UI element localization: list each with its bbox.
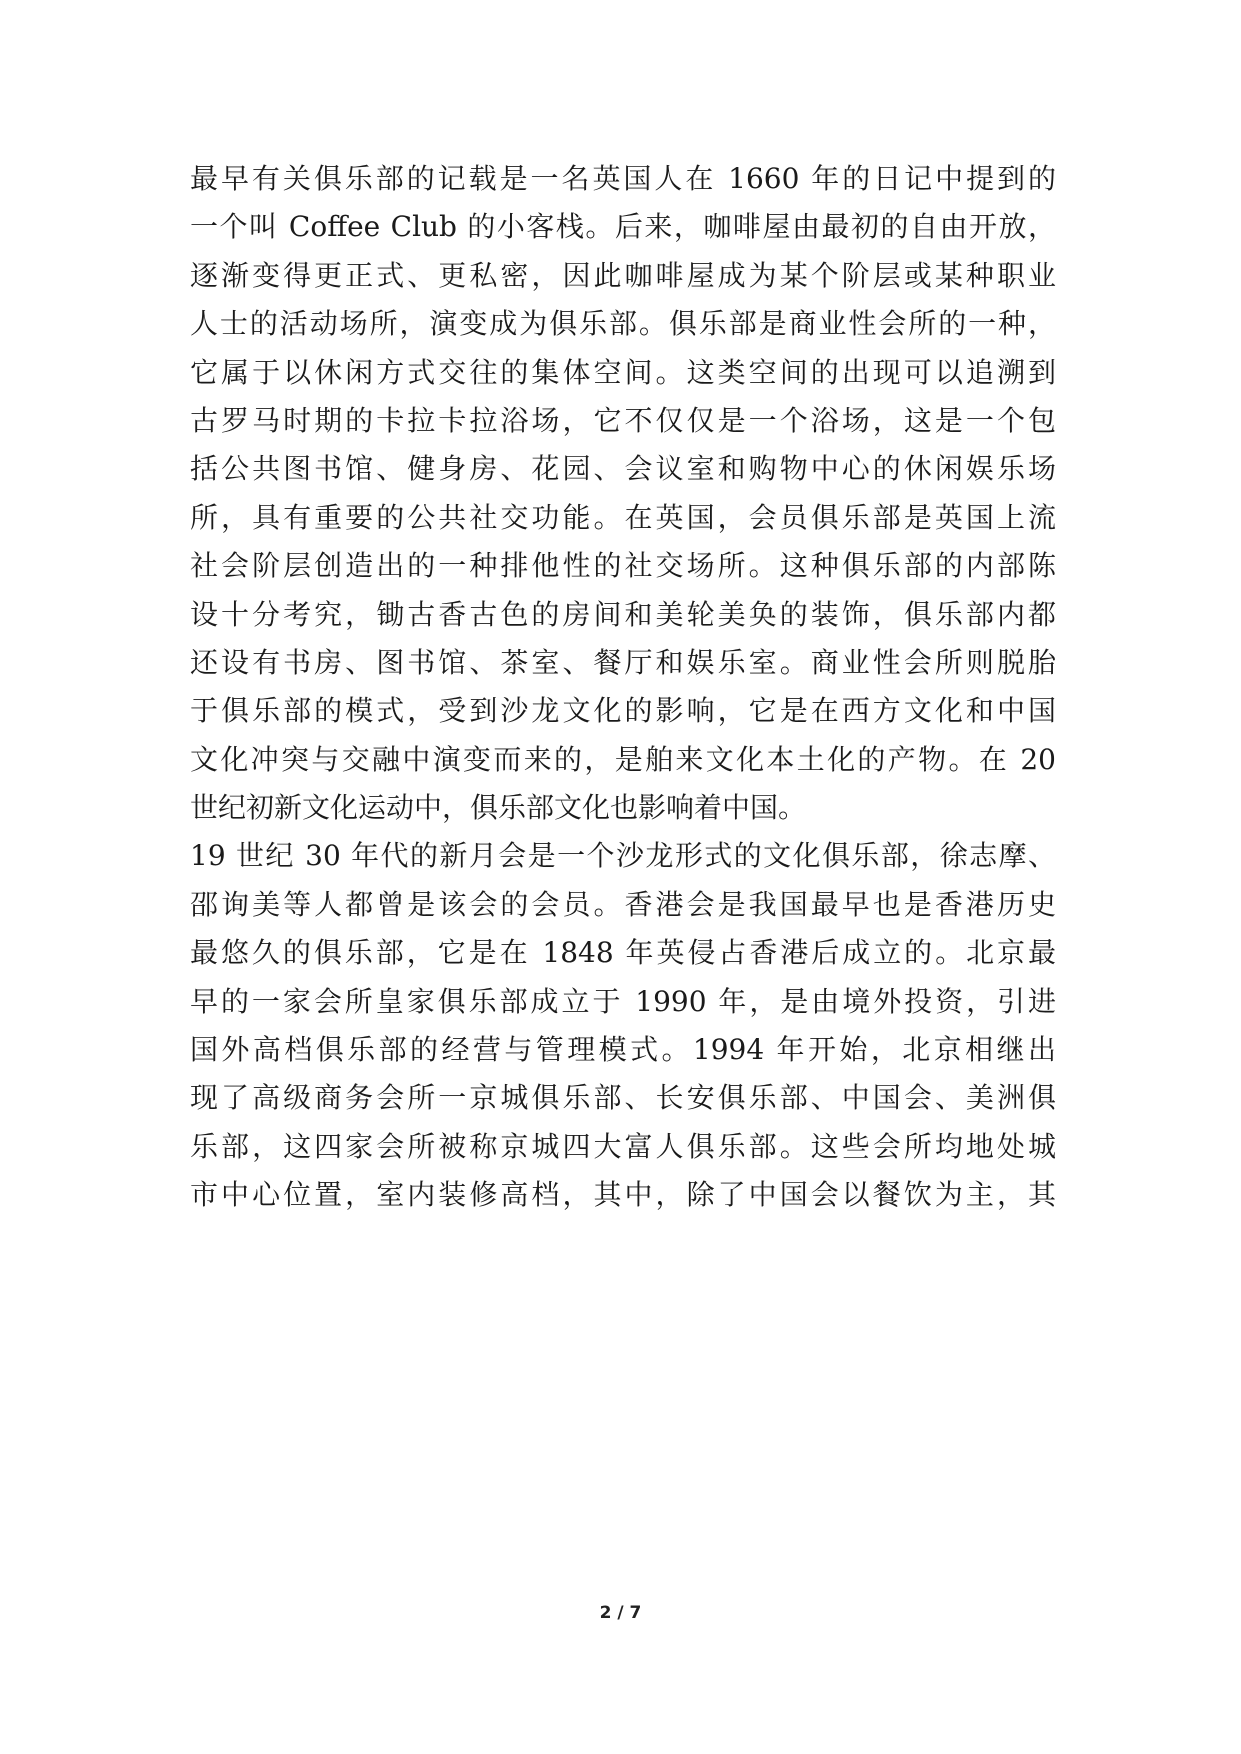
text-line: 人士的活动场所，演变成为俱乐部。俱乐部是商业性会所的一种， — [190, 307, 1056, 341]
text-line: 社会阶层创造出的一种排他性的社交场所。这种俱乐部的内部陈 — [190, 549, 1056, 583]
text-line: 所，具有重要的公共社交功能。在英国，会员俱乐部是英国上流 — [190, 500, 1056, 534]
text-line: 逐渐变得更正式、更私密，因此咖啡屋成为某个阶层或某种职业 — [190, 258, 1056, 292]
text-line: 最早有关俱乐部的记载是一名英国人在 1660 年的日记中提到的 — [190, 162, 1056, 195]
text-line: 19 世纪 30 年代的新月会是一个沙龙形式的文化俱乐部，徐志摩、 — [190, 839, 1056, 873]
page-body — [190, 155, 1056, 1220]
text-line: 它属于以休闲方式交往的集体空间。这类空间的出现可以追溯到 — [190, 355, 1056, 389]
text-line: 设十分考究，锄古香古色的房间和美轮美奂的装饰，俱乐部内都 — [190, 597, 1056, 631]
text-line: 文化冲突与交融中演变而来的，是舶来文化本土化的产物。在 20 — [190, 742, 1056, 776]
text-line: 国外高档俱乐部的经营与管理模式。1994 年开始，北京相继出 — [190, 1033, 1056, 1067]
text-line: 还设有书房、图书馆、茶室、餐厅和娱乐室。商业性会所则脱胎 — [190, 645, 1056, 679]
text-line: 最悠久的俱乐部，它是在 1848 年英侵占香港后成立的。北京最 — [190, 936, 1056, 970]
text-line: 世纪初新文化运动中，俱乐部文化也影响着中国。 — [190, 791, 807, 825]
page-number: 2 / 7 — [599, 1603, 642, 1623]
paragraph-china-clubs — [190, 832, 1056, 1219]
text-line: 一个叫 Coffee Club 的小客栈。后来，咖啡屋由最初的自由开放， — [190, 210, 1056, 244]
text-line: 于俱乐部的模式，受到沙龙文化的影响，它是在西方文化和中国 — [190, 694, 1056, 728]
text-line: 古罗马时期的卡拉卡拉浴场，它不仅仅是一个浴场，这是一个包 — [190, 403, 1056, 437]
text-line: 早的一家会所皇家俱乐部成立于 1990 年，是由境外投资，引进 — [190, 984, 1056, 1018]
paragraph-history — [190, 155, 1056, 832]
text-line: 市中心位置，室内装修高档，其中，除了中国会以餐饮为主，其 — [190, 1178, 1056, 1212]
text-line: 括公共图书馆、健身房、花园、会议室和购物中心的休闲娱乐场 — [190, 452, 1056, 486]
text-line: 乐部，这四家会所被称京城四大富人俱乐部。这些会所均地处城 — [190, 1129, 1056, 1163]
text-line: 邵询美等人都曾是该会的会员。香港会是我国最早也是香港历史 — [190, 887, 1056, 921]
text-line: 现了高级商务会所一京城俱乐部、长安俱乐部、中国会、美洲俱 — [190, 1081, 1056, 1115]
